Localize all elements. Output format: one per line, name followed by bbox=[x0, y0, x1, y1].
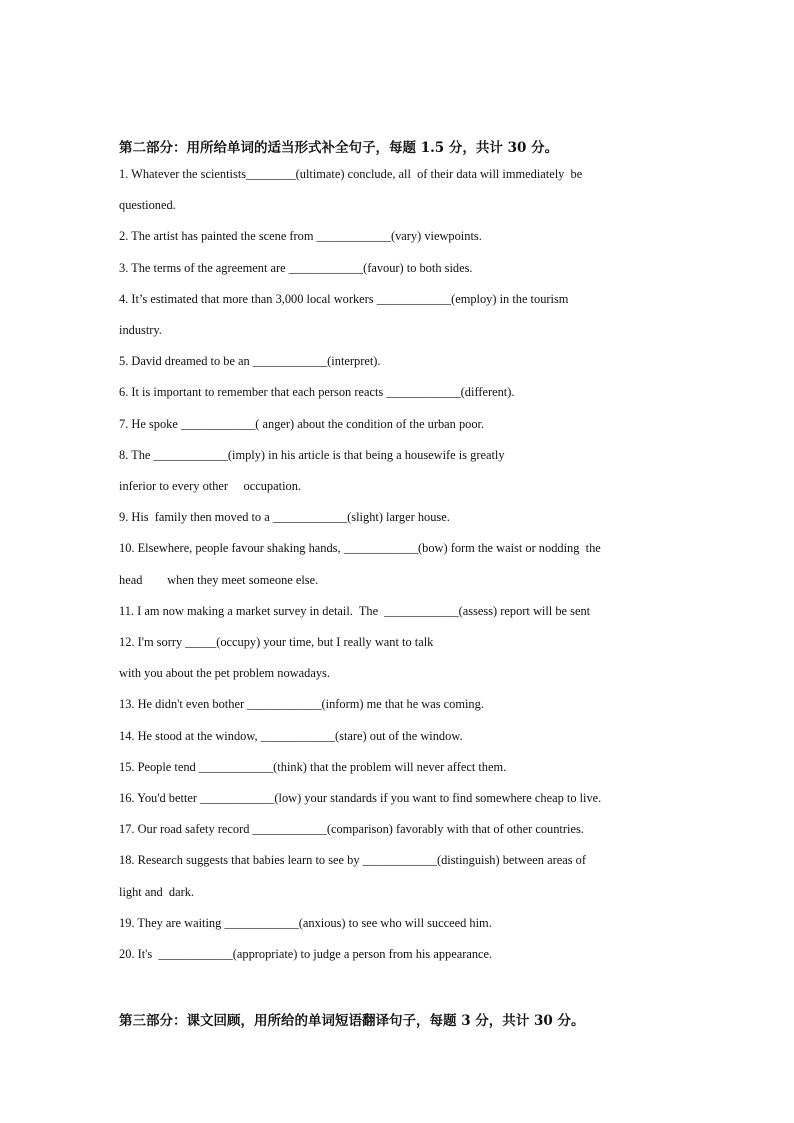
question-10-line-2: head when they meet someone else. bbox=[119, 573, 319, 587]
section-3-heading: 第三部分：课文回顾，用所给的单词短语翻译句子，每题 3 分，共计 30 分。 bbox=[119, 1013, 585, 1029]
question-13: 13. He didn't even bother ____________(inform) me that he was coming. bbox=[119, 697, 484, 711]
question-10-line-1: 10. Elsewhere, people favour shaking hands, ____________(bow) form the waist or nodding the bbox=[119, 541, 601, 555]
question-4-line-1: 4. It’s estimated that more than 3,000 local workers ____________(employ) in the tourism bbox=[119, 292, 569, 306]
question-11: 11. I am now making a market survey in detail. The ____________(assess) report will be sent bbox=[119, 604, 591, 618]
question-9: 9. His family then moved to a ____________(slight) larger house. bbox=[119, 510, 450, 524]
question-8-line-2: inferior to every other occupation. bbox=[119, 479, 302, 493]
question-20: 20. It's ____________(appropriate) to judge a person from his appearance. bbox=[119, 947, 493, 961]
question-16: 16. You'd better ____________(low) your standards if you want to find somewhere cheap to live. bbox=[119, 791, 602, 805]
question-2: 2. The artist has painted the scene from ____________(vary) viewpoints. bbox=[119, 229, 482, 243]
question-12-line-2: with you about the pet problem nowadays. bbox=[119, 666, 330, 680]
question-5: 5. David dreamed to be an ____________(interpret). bbox=[119, 354, 381, 368]
section-2-heading: 第二部分：用所给单词的适当形式补全句子，每题 1.5 分，共计 30 分。 bbox=[119, 140, 559, 156]
question-1-line-1: 1. Whatever the scientists________(ultimate) conclude, all of their data will immediately be bbox=[119, 167, 583, 181]
question-15: 15. People tend ____________(think) that the problem will never affect them. bbox=[119, 760, 507, 774]
question-8-line-1: 8. The ____________(imply) in his article is that being a housewife is greatly bbox=[119, 448, 505, 462]
question-3: 3. The terms of the agreement are ____________(favour) to both sides. bbox=[119, 261, 473, 275]
question-4-line-2: industry. bbox=[119, 323, 162, 337]
question-17: 17. Our road safety record ____________(comparison) favorably with that of other countries. bbox=[119, 822, 584, 836]
question-12-line-1: 12. I'm sorry _____(occupy) your time, but I really want to talk bbox=[119, 635, 434, 649]
question-6: 6. It is important to remember that each person reacts ____________(different). bbox=[119, 385, 515, 399]
question-18-line-1: 18. Research suggests that babies learn to see by ____________(distinguish) between areas of bbox=[119, 853, 586, 867]
question-14: 14. He stood at the window, ____________(stare) out of the window. bbox=[119, 729, 463, 743]
question-18-line-2: light and dark. bbox=[119, 885, 195, 899]
question-7: 7. He spoke ____________( anger) about the condition of the urban poor. bbox=[119, 417, 485, 431]
question-1-line-2: questioned. bbox=[119, 198, 176, 212]
question-19: 19. They are waiting ____________(anxious) to see who will succeed him. bbox=[119, 916, 492, 930]
